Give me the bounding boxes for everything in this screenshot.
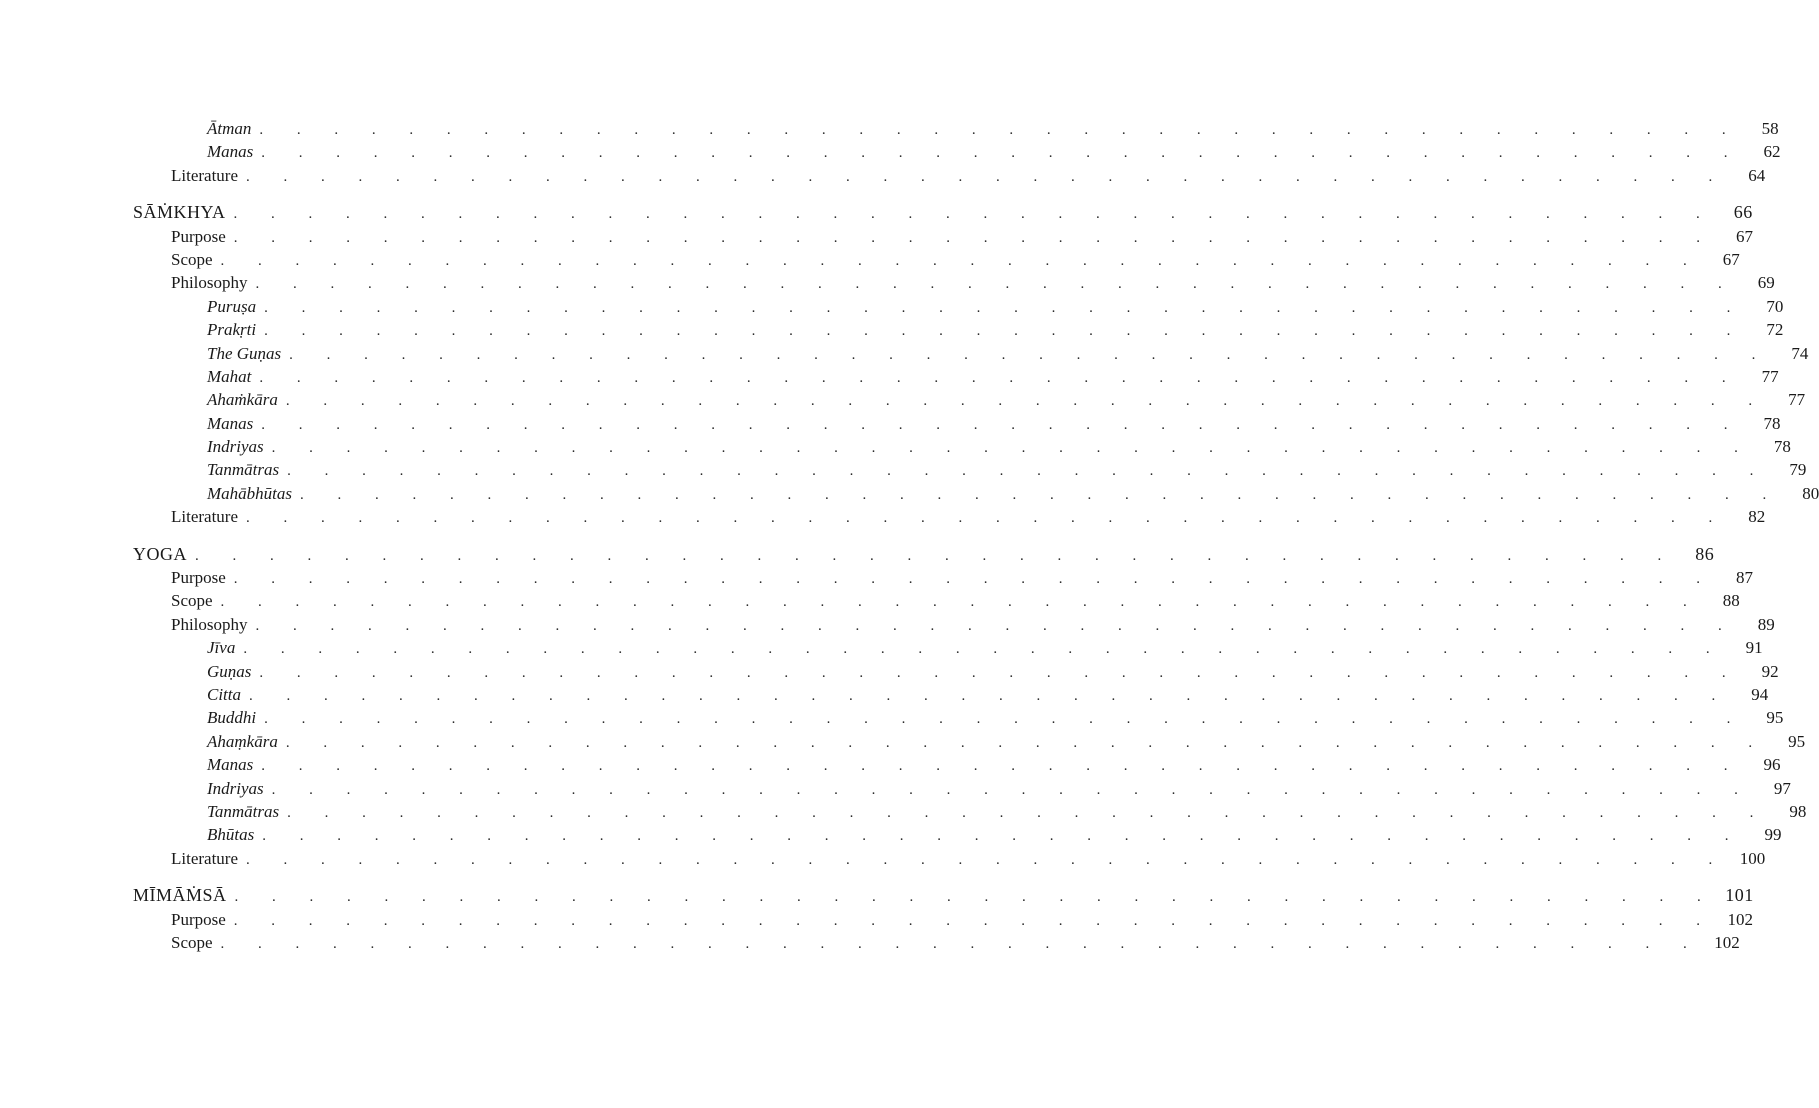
dot-leader: . . . . . . . . . . . . . . . . . . . . . . . . . . . . . . . . . . . . . . . . (285, 393, 1768, 410)
toc-page-number: 77 (1788, 390, 1806, 410)
toc-entry-label: Mahat (207, 366, 252, 386)
toc-entry-label: Literature (171, 507, 239, 527)
toc-entry-label: Tanmātras (207, 801, 280, 821)
toc-subentry (133, 342, 1809, 365)
toc-entry-label: Manas (207, 755, 254, 775)
toc-page-number: 98 (1789, 801, 1807, 821)
toc-entry (133, 908, 1754, 931)
dot-leader: . . . . . . . . . . . . . . . . . . . . . . . . . . . . . . . . . . . . . . . . (220, 594, 1702, 611)
section-gap (133, 529, 660, 543)
toc-entry (133, 566, 1754, 589)
dot-leader: . . . . . . . . . . . . . . . . . . . . . . . . . . . . . . . . . . . . . . . . (287, 463, 1769, 480)
toc-page-number: 78 (1773, 437, 1791, 457)
toc-page-number: 67 (1722, 249, 1740, 269)
toc-subentry (133, 636, 1763, 659)
toc-page-number: 100 (1739, 848, 1766, 868)
toc-entry-label: Literature (171, 848, 239, 868)
toc-section-heading (133, 884, 1754, 907)
toc-entry-label: Scope (171, 591, 213, 611)
toc-page-number: 70 (1766, 296, 1784, 316)
dot-leader: . . . . . . . . . . . . . . . . . . . . . . . . . . . . . . . . . . . . . . . . (264, 711, 1746, 728)
toc-entry-label: Jīva (207, 638, 236, 658)
toc-page-number: 72 (1766, 320, 1784, 340)
toc-page-number: 86 (1695, 543, 1715, 564)
toc-page-number: 77 (1761, 366, 1779, 386)
dot-leader: . . . . . . . . . . . . . . . . . . . . . . . . . . . . . . . . . . . . . . . . (259, 369, 1741, 386)
toc-page-number: 69 (1757, 273, 1775, 293)
dot-leader: . . . . . . . . . . . . . . . . . . . . . . . . . . . . . . . . . . . . . . . . (255, 276, 1737, 293)
toc-subentry (133, 435, 1791, 458)
toc-entry-label: Guṇas (207, 661, 252, 681)
dot-leader: . . . . . . . . . . . . . . . . . . . . . . . . . . . . . . . . . . . . . . . . (262, 828, 1744, 845)
toc-entry-label: Indriyas (207, 778, 264, 798)
toc-subentry (133, 318, 1784, 341)
dot-leader: . . . . . . . . . . . . . . . . . . . . . . . . . . . . . . . . . . . . . . . . (246, 510, 1728, 527)
toc-page-number: 92 (1761, 661, 1779, 681)
toc-subentry (133, 412, 1781, 435)
toc-entry (133, 164, 1766, 187)
dot-leader: . . . . . . . . . . . . . . . . . . . . . . . . . . . . . . . . . . . . . . . . (195, 547, 1677, 564)
toc-page-number: 78 (1763, 413, 1781, 433)
toc-page-number: 87 (1736, 568, 1754, 588)
toc-page-number: 102 (1714, 932, 1740, 952)
toc-subentry (133, 482, 1819, 505)
toc-subentry (133, 295, 1784, 318)
toc-entry (133, 613, 1775, 636)
toc-page-number: 88 (1722, 591, 1740, 611)
toc-subentry (133, 458, 1807, 481)
dot-leader: . . . . . . . . . . . . . . . . . . . . . . . . . . . . . . . . . . . . . . . . (233, 912, 1716, 929)
dot-leader: . . . . . . . . . . . . . . . . . . . . . . . . . . . . . . . . . . . . . . . . (249, 687, 1731, 704)
toc-subentry (133, 365, 1779, 388)
toc-entry-label: Indriyas (207, 437, 264, 457)
toc-entry-label: Ātman (207, 119, 252, 138)
dot-leader: . . . . . . . . . . . . . . . . . . . . . . . . . . . . . . . . . . . . . . . . (233, 206, 1715, 223)
dot-leader: . . . . . . . . . . . . . . . . . . . . . . . . . . . . . . . . . . . . . . . . (259, 664, 1741, 681)
dot-leader: . . . . . . . . . . . . . . . . . . . . . . . . . . . . . . . . . . . . . . . . (234, 889, 1716, 906)
dot-leader: . . . . . . . . . . . . . . . . . . . . . . . . . . . . . . . . . . . . . . . . (246, 168, 1728, 185)
toc-entry-label: Ahaṃkāra (207, 731, 278, 751)
toc-entry-label: Bhūtas (207, 825, 255, 845)
toc-page-number: 95 (1788, 731, 1806, 751)
toc-entry-label: YOGA (133, 543, 187, 564)
dot-leader: . . . . . . . . . . . . . . . . . . . . . . . . . . . . . . . . . . . . . . . . (261, 758, 1743, 775)
toc-subentry (133, 777, 1791, 800)
toc-subentry (133, 823, 1782, 846)
dot-leader: . . . . . . . . . . . . . . . . . . . . . . . . . . . . . . . . . . . . . . . . (233, 229, 1716, 246)
toc-subentry (133, 660, 1779, 683)
toc-entry (133, 225, 1754, 248)
toc-page-number: 67 (1736, 226, 1754, 246)
dot-leader: . . . . . . . . . . . . . . . . . . . . . . . . . . . . . . . . . . . . . . . . (264, 323, 1746, 340)
toc-entry (133, 847, 1766, 870)
toc-entry-label: Mahābhūtas (207, 483, 292, 503)
toc-page-number: 94 (1751, 684, 1769, 704)
dot-leader: . . . . . . . . . . . . . . . . . . . . . . . . . . . . . . . . . . . . . . . . (220, 935, 1702, 952)
toc-entry (133, 931, 1740, 954)
toc-subentry (133, 140, 1781, 163)
toc-entry-label: SĀṀKHYA (133, 202, 226, 223)
toc-entry-label: Prakṛti (207, 320, 257, 340)
toc-page-number: 66 (1733, 202, 1753, 223)
toc-entry-label: The Guṇas (207, 343, 282, 363)
toc-entry-label: Purpose (171, 568, 226, 588)
toc-page-number: 64 (1748, 165, 1766, 185)
dot-leader: . . . . . . . . . . . . . . . . . . . . . . . . . . . . . . . . . . . . . . . . (259, 122, 1741, 138)
dot-leader: . . . . . . . . . . . . . . . . . . . . . . . . . . . . . . . . . . . . . . . . (243, 641, 1725, 658)
dot-leader: . . . . . . . . . . . . . . . . . . . . . . . . . . . . . . . . . . . . . . . . (261, 145, 1743, 162)
dot-leader: . . . . . . . . . . . . . . . . . . . . . . . . . . . . . . . . . . . . . . . . (287, 804, 1769, 821)
toc-section-heading (133, 543, 1715, 566)
dot-leader: . . . . . . . . . . . . . . . . . . . . . . . . . . . . . . . . . . . . . . . . (300, 486, 1782, 503)
toc-section-heading (133, 201, 1753, 224)
toc-entry (133, 505, 1766, 528)
toc-entry-label: Scope (171, 249, 213, 269)
toc-entry-label: Buddhi (207, 708, 257, 728)
toc-page-number: 101 (1725, 885, 1754, 906)
toc-page-number: 102 (1727, 909, 1754, 929)
dot-leader: . . . . . . . . . . . . . . . . . . . . . . . . . . . . . . . . . . . . . . . . (233, 571, 1716, 588)
toc-page-number: 74 (1791, 343, 1809, 363)
toc-entry-label: Philosophy (171, 614, 248, 634)
toc-entry-label: Manas (207, 413, 254, 433)
toc-entry-label: Ahaṁkāra (207, 390, 278, 410)
dot-leader: . . . . . . . . . . . . . . . . . . . . . . . . . . . . . . . . . . . . . . . . (271, 440, 1753, 457)
toc-subentry (133, 683, 1769, 706)
section-gap (133, 187, 660, 201)
toc-entry-label: Manas (207, 142, 254, 162)
dot-leader: . . . . . . . . . . . . . . . . . . . . . . . . . . . . . . . . . . . . . . . . (261, 416, 1743, 433)
toc-subentry (133, 753, 1781, 776)
toc-entry-label: Citta (207, 684, 242, 704)
toc-entry (133, 589, 1740, 612)
toc-page-number: 95 (1766, 708, 1784, 728)
toc-entry-label: Puruṣa (207, 296, 257, 316)
toc-page-number: 89 (1757, 614, 1775, 634)
toc-page-number: 97 (1773, 778, 1791, 798)
table-of-contents (133, 117, 1819, 954)
toc-entry-label: Philosophy (171, 273, 248, 293)
toc-page-number: 96 (1763, 755, 1781, 775)
toc-entry-label: Scope (171, 932, 213, 952)
dot-leader: . . . . . . . . . . . . . . . . . . . . . . . . . . . . . . . . . . . . . . . . (246, 851, 1728, 868)
dot-leader: . . . . . . . . . . . . . . . . . . . . . . . . . . . . . . . . . . . . . . . . (289, 346, 1771, 363)
toc-page-number: 82 (1748, 507, 1766, 527)
toc-subentry (133, 706, 1784, 729)
toc-page-number: 80 (1802, 483, 1819, 503)
toc-page-number: 58 (1761, 119, 1779, 138)
section-gap (133, 870, 660, 884)
toc-subentry (133, 388, 1806, 411)
toc-subentry (133, 800, 1807, 823)
toc-page-number: 79 (1789, 460, 1807, 480)
dot-leader: . . . . . . . . . . . . . . . . . . . . . . . . . . . . . . . . . . . . . . . . (220, 252, 1702, 269)
toc-page-number: 91 (1745, 638, 1763, 658)
dot-leader: . . . . . . . . . . . . . . . . . . . . . . . . . . . . . . . . . . . . . . . . (264, 299, 1746, 316)
dot-leader: . . . . . . . . . . . . . . . . . . . . . . . . . . . . . . . . . . . . . . . . (271, 781, 1753, 798)
toc-entry-label: Purpose (171, 909, 226, 929)
toc-entry-label: Literature (171, 165, 239, 185)
toc-subentry (133, 117, 1779, 140)
dot-leader: . . . . . . . . . . . . . . . . . . . . . . . . . . . . . . . . . . . . . . . . (285, 734, 1768, 751)
toc-entry-label: Tanmātras (207, 460, 280, 480)
toc-entry (133, 271, 1775, 294)
dot-leader: . . . . . . . . . . . . . . . . . . . . . . . . . . . . . . . . . . . . . . . . (255, 617, 1737, 634)
toc-entry-label: MĪMĀṀSĀ (133, 885, 227, 906)
toc-entry (133, 248, 1740, 271)
toc-entry-label: Purpose (171, 226, 226, 246)
toc-page-number: 62 (1763, 142, 1781, 162)
toc-page-number: 99 (1764, 825, 1782, 845)
toc-subentry (133, 730, 1806, 753)
